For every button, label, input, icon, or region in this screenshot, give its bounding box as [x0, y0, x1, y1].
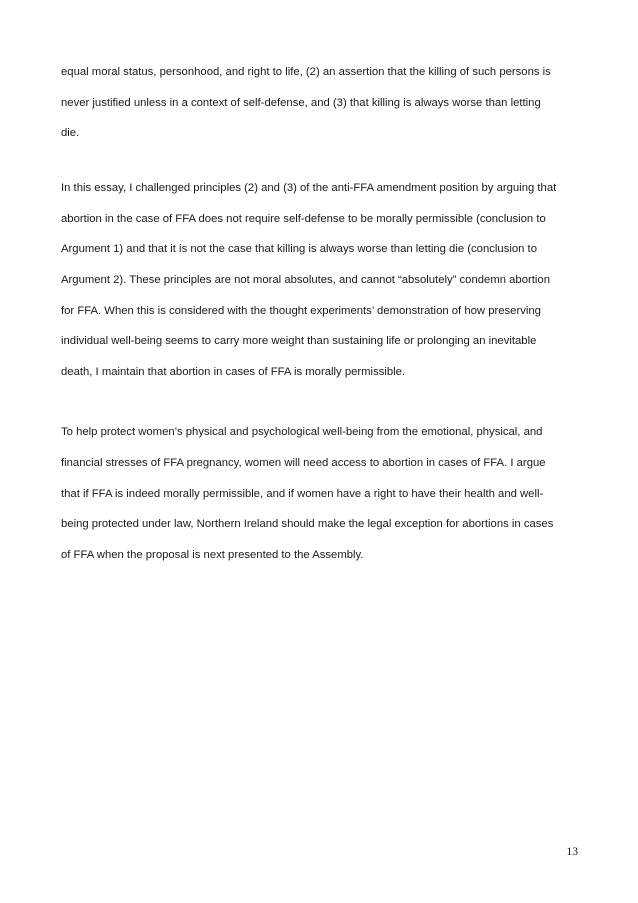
text-line: individual well-being seems to carry more weight than sustaining life or prolonging an inevitable: [61, 335, 537, 347]
text-line: never justified unless in a context of self-defense, and (3) that killing is always worse than letting: [61, 97, 541, 109]
text-line: die.: [61, 127, 80, 139]
text-line: for FFA. When this is considered with the thought experiments’ demonstration of how preserving: [61, 305, 541, 317]
text-line: In this essay, I challenged principles (2) and (3) of the anti-FFA amendment position by arguing that: [61, 182, 557, 194]
text-line: abortion in the case of FFA does not require self-defense to be morally permissible (conclusion to: [61, 213, 546, 225]
text-line: Argument 2). These principles are not moral absolutes, and cannot “absolutely” condemn abortion: [61, 274, 550, 286]
text-line: of FFA when the proposal is next presented to the Assembly.: [61, 549, 364, 561]
text-line: that if FFA is indeed morally permissible, and if women have a right to have their health and well-: [61, 488, 544, 500]
text-line: Argument 1) and that it is not the case that killing is always worse than letting die (conclusion to: [61, 243, 537, 255]
text-line: To help protect women’s physical and psychological well-being from the emotional, physical, and: [61, 426, 543, 438]
text-line: death, I maintain that abortion in cases of FFA is morally permissible.: [61, 366, 406, 378]
text-line: equal moral status, personhood, and right to life, (2) an assertion that the killing of such persons is: [61, 66, 551, 78]
page-number: 13: [566, 846, 578, 858]
text-line: financial stresses of FFA pregnancy, women will need access to abortion in cases of FFA. I argue: [61, 457, 546, 469]
text-line: being protected under law, Northern Ireland should make the legal exception for abortions in cases: [61, 518, 554, 530]
